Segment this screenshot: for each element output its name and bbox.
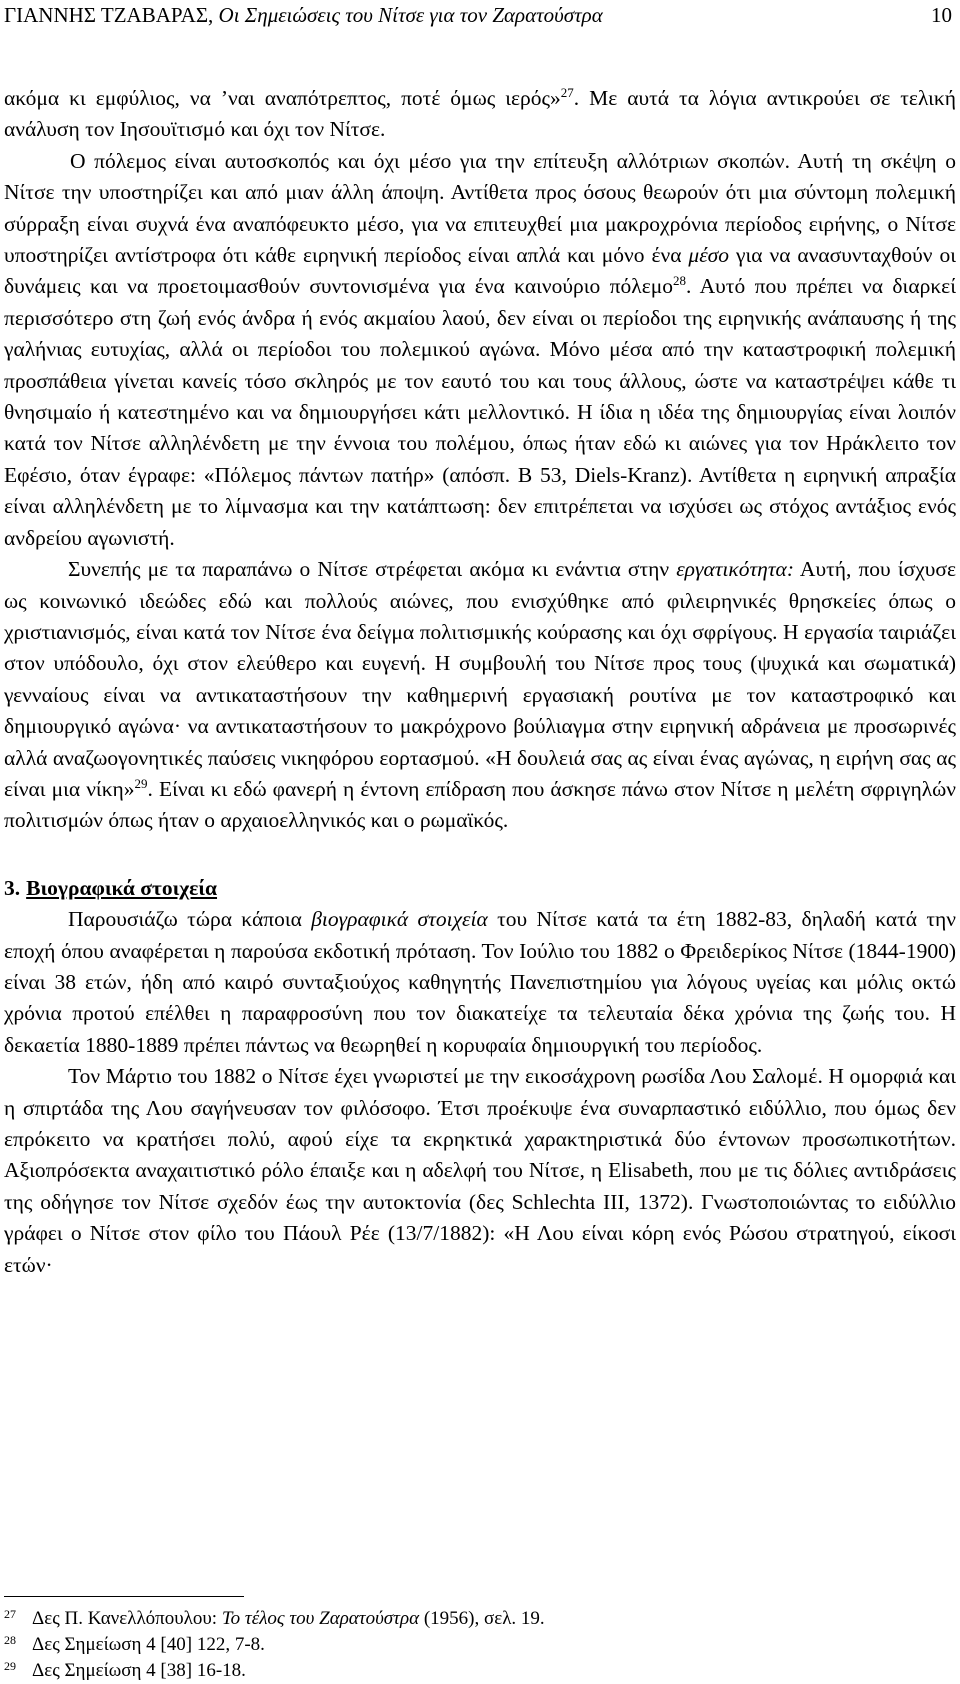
page-number: 10: [931, 3, 952, 27]
footnote-italic: Το τέλος του Ζαρατούστρα: [221, 1608, 420, 1629]
section-gap: [4, 837, 956, 873]
footnote-separator: [4, 1596, 244, 1597]
paragraph-text: Συνεπής με τα παραπάνω ο Νίτσε στρέφεται ακόμα κι ενάντια στην: [68, 557, 677, 582]
paragraph-text: . Αυτό που πρέπει να διαρκεί περισσότερο στη ζωή ενός άνδρα ή ενός ακμαίου λαού, δεν είναι οι περίοδοι της ειρηνικής ανάπαυσης ή της γαλήνιας ευτυχίας, αλλά οι περίοδοι του πολεμικού αγώνα. Μόνο μέσα από την καταστροφική πολεμική προσπάθεια γίνεται κανείς τόσο σκληρός με τον εαυτό του και τους άλλους, ώστε να καταστρέψει κάθε τι θνησιμαίο ή κατεστημένο και να δημιουργήσει κάτι μελλοντικό. Η ίδια η ιδέα της δημιουργίας είναι λοιπόν κατά τον Νίτσε αλληλένδετη με την έννοια του πολέμου, όπως ήταν εδώ κι αιώνες για τον Ηράκλειτο τον Εφέσιο, όταν έγραφε: «Πόλεμος πάντων πατήρ» (απόσπ. Β 53, Diels-Kranz). Αντίθετα η ειρηνική απραξία είναι αλληλένδετη με το λίμνασμα και την κατάπτωση: δεν επιτρέπεται να ισχύσει ως στόχος αντάξιος ενός ανδρείου αγωνιστή.: [4, 274, 956, 550]
paragraph-text: . Είναι κι εδώ φανερή η έντονη επίδραση που άσκησε πάνω στον Νίτσε η μελέτη σφριγηλών πολιτισμών όπως ήταν ο αρχαιοελληνικός και ο ρωμαϊκός.: [4, 776, 956, 833]
header-book-title: Οι Σημειώσεις του Νίτσε για τον Ζαρατούστρα: [218, 3, 603, 27]
footnote-ref: 28: [673, 273, 687, 289]
footnote-text-part: Δες Σημείωση 4 [38] 16-18.: [32, 1660, 246, 1681]
paragraph-text: Αυτή, που ίσχυσε ως κοινωνικό ιδεώδες εδώ και πολλούς αιώνες, που ενισχύθηκε από φιλειρηνικές θρησκείες όπως ο χριστιανισμός, είναι κατά τον Νίτσε ένα δείγμα πολιτισμικής κούρασης και όχι σφρίγους. Η εργασία ταιριάζει στον υπόδουλο, όχι στον ελεύθερο και ευγενή. Η συμβουλή του Νίτσε προς τους (ψυχικά και σωματικά) γενναίους είναι να αντικαταστήσουν την καθημερινή εργασιακή ρουτίνα με τον καταστροφικό και δημιουργικό αγώνα· να αντικαταστήσουν το μακρόχρονο βούλιαγμα στην ειρηνική αδράνεια με προσωρινές αλλά αναζωογονητικές παύσεις νικηφόρου εορτασμού. «Η δουλειά σας ας είναι ένας αγώνας, η ειρήνη σας ας είναι μια νίκη»: [4, 557, 956, 801]
paragraph: [4, 83, 956, 146]
footnote-number: 29: [4, 1659, 16, 1673]
section-title: Βιογραφικά στοιχεία: [26, 875, 218, 900]
footnote-number: 28: [4, 1633, 16, 1647]
paragraph: [4, 904, 956, 1061]
italic-text: εργατικότητα:: [676, 557, 794, 582]
footnote-text: [32, 1632, 956, 1658]
footnote: [4, 1658, 956, 1684]
footnote-ref: 27: [560, 85, 574, 100]
header-title-line: [4, 2, 603, 28]
footnote-ref: 29: [134, 775, 148, 791]
paragraph-text: Ο πόλεμος είναι αυτοσκοπός και όχι μέσο για την επίτευξη αλλότριων σκοπών. Αυτή τη σκέψη ο Νίτσε την υποστηρίζει και από μιαν άλλη άποψη. Αντίθετα προς όσους θεωρούν ότι μια σύντομη πολεμική σύρραξη είναι συχνά ένα αναπόφευκτο μέσο, για να επιτευχθεί μια μακροχρόνια περίοδος ειρήνης, ο Νίτσε υποστηρίζει αντίστροφα ότι κάθε ειρηνική περίοδος είναι απλά και μόνο ένα: [4, 148, 956, 268]
paragraph: [4, 146, 956, 554]
paragraph-text: Παρουσιάζω τώρα κάποια: [68, 907, 312, 932]
running-header: [4, 2, 956, 28]
section-heading: [4, 873, 956, 904]
paragraph-text: ακόμα κι εμφύλιος, να ’ναι αναπότρεπτος, ποτέ όμως ιερός»: [4, 86, 561, 110]
body-text: [4, 83, 956, 1281]
italic-text: μέσο: [688, 243, 730, 268]
paragraph-text: Τον Μάρτιο του 1882 ο Νίτσε έχει γνωριστεί με την εικοσάχρονη ρωσίδα Λου Σαλομέ. Η ομορφιά και η σπιρτάδα της Λου σαγήνευσαν τον φιλόσοφο. Έτσι προέκυψε ένα συναρπαστικό ειδύλλιο, που όμως δεν επρόκειτο να κρατήσει πολύ, αφού είχε τα εκρηκτικά χαρακτηριστικά δύο έντονων προσωπικοτήτων. Αξιοπρόσεκτα αναχαιτιστικό ρόλο έπαιξε και η αδελφή του Νίτσε, η Elisabeth, που με τις δόλιες αντιδράσεις της οδήγησε τον Νίτσε σχεδόν έως την αυτοκτονία (δες Schlechta III, 1372). Γνωστοποιώντας το ειδύλλιο γράφει ο Νίτσε στον φίλο του Πάουλ Ρέε (13/7/1882): «Η Λου είναι κόρη ενός Ρώσου στρατηγού, είκοσι ετών·: [4, 1064, 956, 1277]
section-number: 3.: [4, 875, 21, 900]
paragraph: [4, 554, 956, 837]
footnote-text: [32, 1658, 956, 1684]
italic-text: βιογραφικά στοιχεία: [311, 907, 488, 932]
footnote-text: [32, 1606, 956, 1632]
paragraph-text: για να ανασυνταχθούν οι δυνάμεις και να προετοιμασθούν συντονισμένα για ένα καινούριο πόλεμο: [4, 243, 956, 299]
footnote-text-part: Δες Π. Κανελλόπουλου:: [32, 1608, 222, 1629]
paragraph-text: . Με αυτά τα λόγια αντικρούει σε τελική ανάλυση τον Ιησουϊτισμό και όχι τον Νίτσε.: [4, 86, 956, 142]
header-author: ΓΙΑΝΝΗΣ ΤΖΑΒΑΡΑΣ,: [4, 3, 219, 27]
footnotes: [4, 1606, 956, 1684]
paragraph: [4, 1061, 956, 1281]
footnote: [4, 1606, 956, 1632]
footnote-text-part: (1956), σελ. 19.: [419, 1608, 545, 1629]
paragraph-text: του Νίτσε κατά τα έτη 1882-83, δηλαδή κατά την εποχή όπου αναφέρεται η παρούσα εκδοτική πρόταση. Τον Ιούλιο του 1882 ο Φρειδερίκος Νίτσε (1844-1900) είναι 38 ετών, ήδη από καιρό συνταξιούχος καθηγητής Πανεπιστημίου για λόγους υγείας και μόλις οκτώ χρόνια προτού επέλθει η παραφροσύνη που τον διακατείχε τα τελευταία δέκα χρόνια της ζωής του. Η δεκαετία 1880-1889 πρέπει πάντως να θεωρηθεί η κορυφαία δημιουργική του περίοδος.: [4, 907, 956, 1057]
footnote-text-part: Δες Σημείωση 4 [40] 122, 7-8.: [32, 1634, 265, 1655]
footnote-number: 27: [4, 1607, 16, 1621]
footnote: [4, 1632, 956, 1658]
